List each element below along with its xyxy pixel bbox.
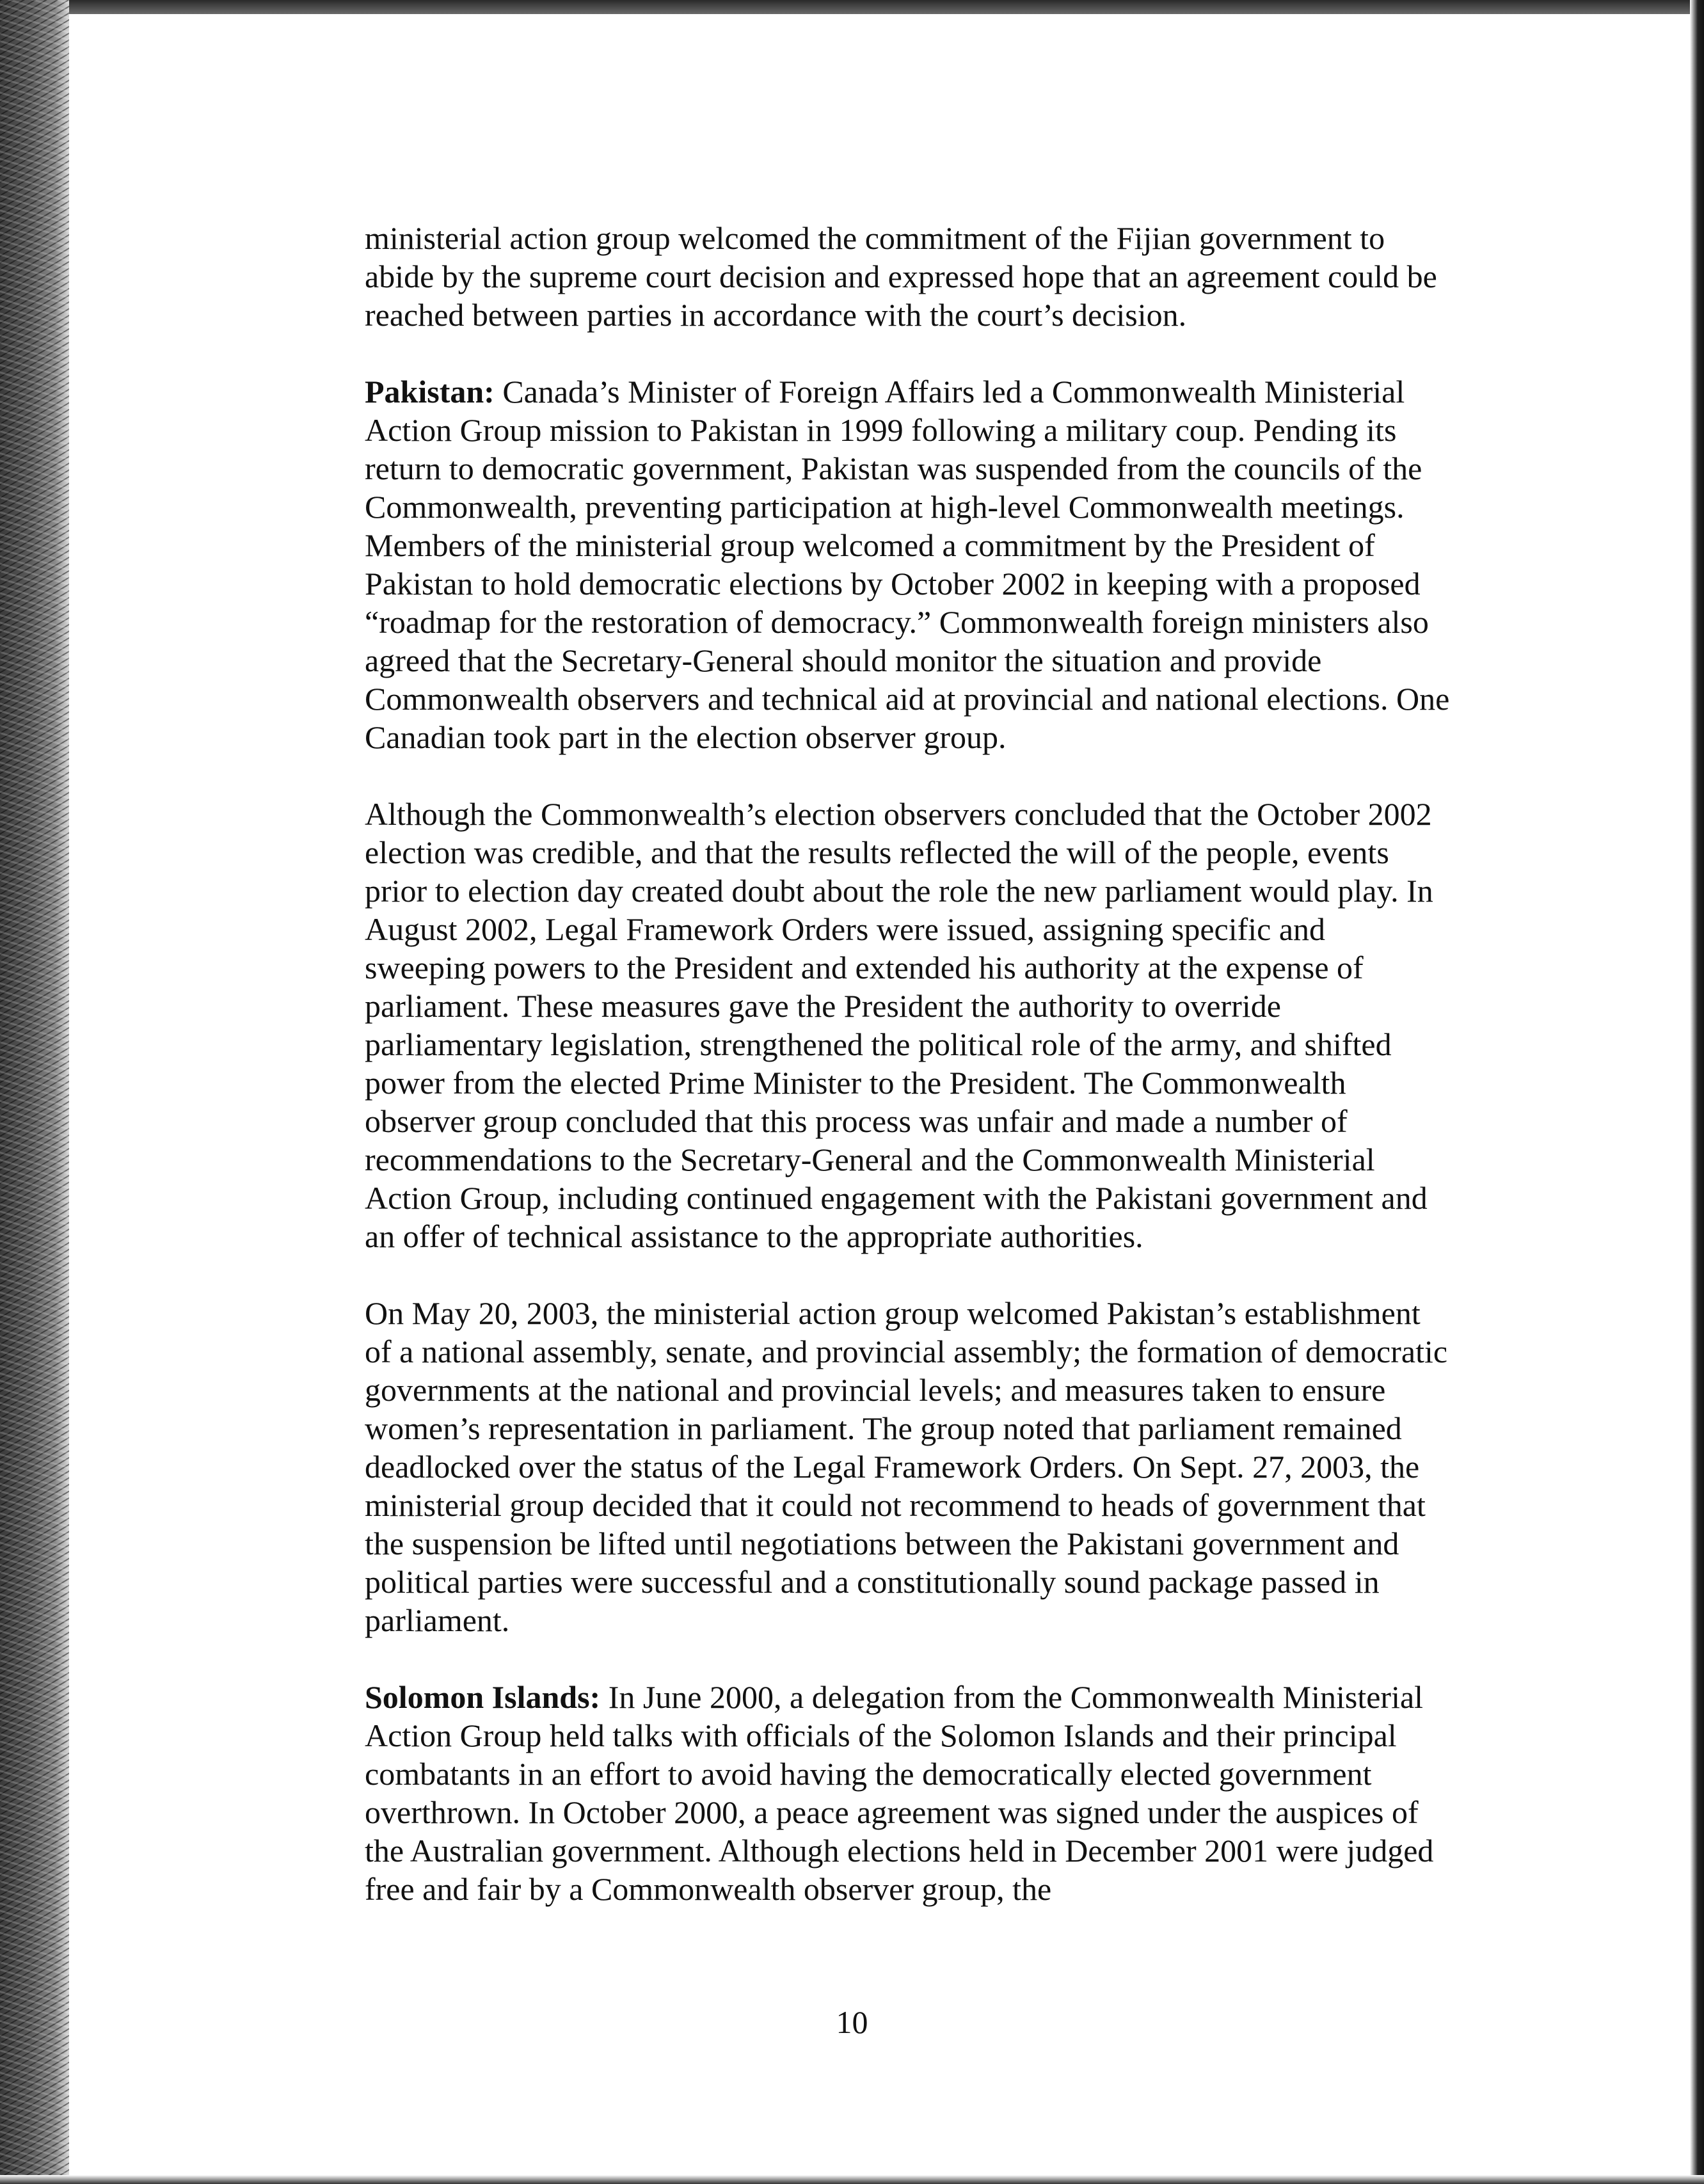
paragraph-text: Canada’s Minister of Foreign Affairs led a Commonwealth Ministerial Action Group mission to Pakistan in 1999 following a military coup. Pending its return to democratic government, Pakistan was suspended from the councils of the Commonwealth, preventing participation at high-level Commonwealth meetings. Members of the ministerial group welcomed a commitment by the President of Pakistan to hold democratic elections by October 2002 in keeping with a proposed “roadmap for the restoration of democracy.” Commonwealth foreign ministers also agreed that the Secretary-General should monitor the situation and provide Commonwealth observers and technical aid at provincial and national elections. One Canadian took part in the election observer group.: [365, 374, 1450, 755]
section-label-solomon-islands: Solomon Islands:: [365, 1679, 601, 1715]
paragraph-pakistan-election: [365, 795, 1453, 1255]
section-label-pakistan: Pakistan:: [365, 374, 495, 410]
paragraph-text: In June 2000, a delegation from the Commonwealth Ministerial Action Group held talks with officials of the Solomon Islands and their principal combatants in an effort to avoid having the democratically elected government overthrown. In October 2000, a peace agreement was signed under the auspices of the Australian government. Although elections held in December 2001 were judged free and fair by a Commonwealth observer group, the: [365, 1679, 1434, 1907]
paragraph-text: Although the Commonwealth’s election observers concluded that the October 2002 election was credible, and that the results reflected the will of the people, events prior to election day created doubt about the role the new parliament would play. In August 2002, Legal Framework Orders were issued, assigning specific and sweeping powers to the President and extended his authority at the expense of parliament. These measures gave the President the authority to override parliamentary legislation, strengthened the political role of the army, and shifted power from the elected Prime Minister to the President. The Commonwealth observer group concluded that this process was unfair and made a number of recommendations to the Secretary-General and the Commonwealth Ministerial Action Group, including continued engagement with the Pakistani government and an offer of technical assistance to the appropriate authorities.: [365, 796, 1433, 1254]
page-number: 10: [836, 2004, 868, 2040]
scan-border-top: [0, 0, 1704, 14]
paragraph-text: On May 20, 2003, the ministerial action group welcomed Pakistan’s establishment of a national assembly, senate, and provincial assembly; the formation of democratic governments at the national and provincial levels; and measures taken to ensure women’s representation in parliament. The group noted that parliament remained deadlocked over the status of the Legal Framework Orders. On Sept. 27, 2003, the ministerial group decided that it could not recommend to heads of government that the suspension be lifted until negotiations between the Pakistani government and political parties were successful and a constitutionally sound package passed in parliament.: [365, 1295, 1448, 1638]
paragraph-pakistan-2003: [365, 1294, 1453, 1639]
scan-border-bottom: [0, 2175, 1704, 2184]
scan-border-right: [1690, 0, 1704, 2184]
paragraph-fiji-continued: [365, 219, 1453, 334]
paragraph-text: ministerial action group welcomed the commitment of the Fijian government to abide by the supreme court decision and expressed hope that an agreement could be reached between parties in accordance with the court’s decision.: [365, 220, 1437, 333]
paragraph-solomon-islands: [365, 1678, 1453, 1908]
document-body: [365, 219, 1453, 1947]
paragraph-pakistan: [365, 372, 1453, 756]
scan-border-left: [0, 0, 69, 2184]
